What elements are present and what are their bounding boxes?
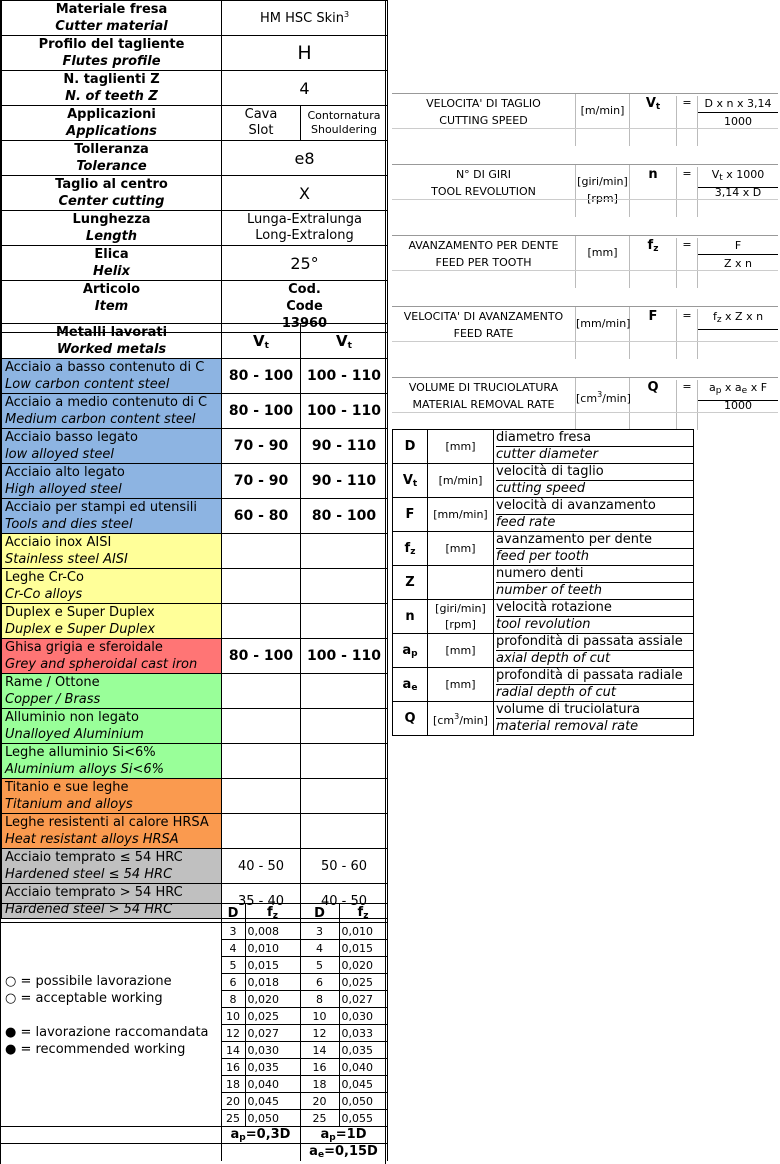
- vt-slot: [222, 604, 301, 639]
- material-row: [2, 499, 388, 534]
- glossary-unit: [giri/min] [rpm]: [428, 600, 494, 634]
- feed-row: 16 0,035 16 0,040: [1, 1059, 387, 1076]
- vt-shoulder: 80 - 100: [301, 499, 388, 534]
- row-center-cutting: Taglio al centro Center cutting X: [2, 176, 388, 211]
- row-applications: Applicazioni Applications Cava Slot Contornatura Shouldering: [2, 106, 388, 141]
- glossary-unit: [mm/min]: [428, 498, 494, 532]
- feed-row: 25 0,050 25 0,055: [1, 1110, 387, 1127]
- glossary-row: [393, 702, 694, 736]
- vt-slot: [222, 744, 301, 779]
- material-row: [2, 429, 388, 464]
- formula-symbol: $f_z$: [647, 238, 659, 254]
- glossary-description: diametro fresa cutter diameter: [494, 430, 694, 464]
- material-row: [2, 464, 388, 499]
- vt-shoulder: [301, 709, 388, 744]
- teeth-value: 4: [222, 71, 388, 106]
- label-it: Materiale fresa: [55, 2, 168, 17]
- vt-slot: 40 - 50: [222, 849, 301, 884]
- row-helix: Elica Helix 25°: [2, 246, 388, 281]
- formula-name-it: AVANZAMENTO PER DENTE: [408, 239, 559, 252]
- feed-row: 4 0,010 4 0,015: [1, 940, 387, 957]
- glossary-row: [393, 532, 694, 566]
- formula-unit: $[cm^3/\min]$: [575, 378, 630, 430]
- formula-name-en: FEED PER TOOTH: [435, 256, 532, 269]
- formula-block: N° DI GIRI TOOL REVOLUTION [giri/min] [rpm] n = $V_t$ x 1000 3,14 x D: [392, 164, 778, 235]
- material-row: [2, 744, 388, 779]
- material-row: [2, 709, 388, 744]
- feed-footer-ae: $a_e=0,15D$: [1, 1144, 387, 1161]
- glossary-row: [393, 634, 694, 668]
- formula-denominator: Z x n: [723, 257, 752, 270]
- formula-unit: [mm]: [575, 236, 630, 288]
- formula-block: VELOCITA' DI AVANZAMENTO FEED RATE [mm/min] F = $f_z$ x Z x n: [392, 306, 778, 377]
- material-row: [2, 604, 388, 639]
- material-name: Titanio e sue leghe Titanium and alloys: [2, 779, 222, 814]
- vt-slot: 80 - 100: [222, 394, 301, 429]
- row-tolerance: Tolleranza Tolerance e8: [2, 141, 388, 176]
- item-code: 13960: [222, 315, 388, 333]
- material-row: [2, 674, 388, 709]
- vt-shoulder: 90 - 110: [301, 464, 388, 499]
- cutter-material-value: HM HSC Skin: [259, 11, 344, 26]
- legend-recommended-en: ● = recommended working: [5, 1042, 186, 1057]
- formula-name-it: VOLUME DI TRUCIOLATURA: [408, 381, 559, 394]
- glossary-row: [393, 600, 694, 634]
- material-row: [2, 534, 388, 569]
- glossary-unit: [mm]: [428, 668, 494, 702]
- formula-unit: [giri/min] [rpm]: [575, 165, 630, 217]
- feed-row: 8 0,020 8 0,027: [1, 991, 387, 1008]
- material-name: Duplex e Super Duplex Duplex e Super Duplex: [2, 604, 222, 639]
- glossary-row: [393, 430, 694, 464]
- glossary-description: numero denti number of teeth: [494, 566, 694, 600]
- feed-row: 3 0,008 3 0,010: [1, 923, 387, 940]
- glossary-row: [393, 668, 694, 702]
- formula-numerator: $V_t$ x 1000: [698, 166, 778, 188]
- vt-slot: [222, 534, 301, 569]
- row-flutes-profile: Profilo del tagliente Flutes profile H: [2, 36, 388, 71]
- glossary-symbol: n: [393, 600, 428, 634]
- glossary-description: velocità rotazione tool revolution: [494, 600, 694, 634]
- vt-shoulder: [301, 779, 388, 814]
- formula-name-en: CUTTING SPEED: [439, 114, 528, 127]
- formula-denominator: 1000: [724, 115, 752, 128]
- material-row: [2, 814, 388, 849]
- formula-unit: [m/min]: [575, 94, 630, 146]
- glossary-symbol: Z: [393, 566, 428, 600]
- vt-shoulder: 100 - 110: [301, 639, 388, 674]
- formula-name-en: FEED RATE: [453, 327, 514, 340]
- glossary-symbol: D: [393, 430, 428, 464]
- formula-numerator: F: [698, 237, 778, 255]
- material-name: Rame / Ottone Copper / Brass: [2, 674, 222, 709]
- formula-name-en: MATERIAL REMOVAL RATE: [412, 398, 555, 411]
- material-name: Ghisa grigia e sferoidale Grey and spheroidal cast iron: [2, 639, 222, 674]
- formula-name-it: N° DI GIRI: [455, 168, 512, 181]
- glossary-symbol: $a_p$: [393, 634, 428, 668]
- glossary-symbol: Q: [393, 702, 428, 736]
- formula-symbol: Q: [647, 380, 659, 395]
- formula-name-it: VELOCITA' DI AVANZAMENTO: [403, 310, 564, 323]
- glossary-row: [393, 498, 694, 532]
- vt-shoulder: 50 - 60: [301, 849, 388, 884]
- formula-block: VELOCITA' DI TAGLIO CUTTING SPEED [m/min] $V_t$ = D x n x 3,14 1000: [392, 93, 778, 164]
- properties-table: [1, 0, 388, 333]
- formula-denominator: 1000: [724, 399, 752, 412]
- vt-slot: 80 - 100: [222, 639, 301, 674]
- formula-symbol: F: [648, 309, 658, 324]
- materials-table: [1, 323, 388, 919]
- glossary-unit: [mm]: [428, 430, 494, 464]
- material-name: Acciaio basso legato low alloyed steel: [2, 429, 222, 464]
- glossary-row: [393, 566, 694, 600]
- formula-name-it: VELOCITA' DI TAGLIO: [426, 97, 541, 110]
- label-en: Cutter material: [55, 19, 168, 34]
- helix-value: 25°: [222, 246, 388, 281]
- glossary-description: velocità di taglio cutting speed: [494, 464, 694, 498]
- material-name: Acciaio per stampi ed utensili Tools and dies steel: [2, 499, 222, 534]
- vt-slot: 70 - 90: [222, 464, 301, 499]
- glossary-description: avanzamento per dente feed per tooth: [494, 532, 694, 566]
- glossary-symbol: F: [393, 498, 428, 532]
- vt-slot: [222, 814, 301, 849]
- formula-unit: [mm/min]: [575, 307, 630, 359]
- feed-row: 10 0,025 10 0,030: [1, 1008, 387, 1025]
- vt-slot: [222, 779, 301, 814]
- material-row: [2, 569, 388, 604]
- material-name: Leghe alluminio Si<6% Aluminium alloys Si<6%: [2, 744, 222, 779]
- formula-symbol: n: [648, 167, 658, 182]
- material-name: Acciaio temprato ≤ 54 HRC Hardened steel ≤ 54 HRC: [2, 849, 222, 884]
- material-name: Acciaio temprato > 54 HRC Hardened steel > 54 HRC: [2, 884, 222, 919]
- glossary-unit: [mm]: [428, 532, 494, 566]
- vt-slot: [222, 709, 301, 744]
- tolerance-value: e8: [222, 141, 388, 176]
- material-name: Acciaio alto legato High alloyed steel: [2, 464, 222, 499]
- row-item: Articolo Item Cod. Code: [2, 281, 388, 316]
- vt-shoulder: 90 - 110: [301, 429, 388, 464]
- legend-possible-en: ○ = acceptable working: [5, 991, 163, 1006]
- feed-row: 18 0,040 18 0,045: [1, 1076, 387, 1093]
- vt-slot: 35 - 40: [222, 884, 301, 919]
- legend: [5, 973, 209, 1058]
- vt-shoulder: [301, 814, 388, 849]
- metals-header: Metalli lavorati Worked metals $V_t$ $V_t$: [2, 324, 388, 359]
- glossary-unit: [mm]: [428, 634, 494, 668]
- row-cutter-material: Materiale fresa Cutter material HM HSC Skin$^3$: [2, 1, 388, 36]
- glossary-description: volume di truciolatura material removal rate: [494, 702, 694, 736]
- glossary-table: [392, 429, 694, 736]
- row-length: Lunghezza Length Lunga-Extralunga Long-Extralong: [2, 211, 388, 246]
- material-name: Acciaio a medio contenuto di C Medium carbon content steel: [2, 394, 222, 429]
- feed-row: 5 0,015 5 0,020: [1, 957, 387, 974]
- vt-shoulder: 100 - 110: [301, 359, 388, 394]
- glossary-unit: $[cm^3/\min]$: [428, 702, 494, 736]
- material-row: [2, 849, 388, 884]
- glossary-symbol: $a_e$: [393, 668, 428, 702]
- glossary-symbol: $V_t$: [393, 464, 428, 498]
- vt-shoulder: [301, 569, 388, 604]
- glossary-description: profondità di passata assiale axial depth of cut: [494, 634, 694, 668]
- material-name: Leghe Cr-Co Cr-Co alloys: [2, 569, 222, 604]
- vt-slot: 80 - 100: [222, 359, 301, 394]
- main-table: [0, 0, 386, 1164]
- formula-denominator: 3,14 x D: [714, 186, 762, 199]
- glossary-description: velocità di avanzamento feed rate: [494, 498, 694, 532]
- material-name: Leghe resistenti al calore HRSA Heat resistant alloys HRSA: [2, 814, 222, 849]
- vt-slot: 60 - 80: [222, 499, 301, 534]
- vt-slot: [222, 674, 301, 709]
- glossary-unit: [428, 566, 494, 600]
- material-name: Alluminio non legato Unalloyed Aluminium: [2, 709, 222, 744]
- legend-recommended-it: ● = lavorazione raccomandata: [5, 1025, 209, 1040]
- material-row: [2, 394, 388, 429]
- vt-shoulder: [301, 604, 388, 639]
- legend-possible-it: ○ = possibile lavorazione: [5, 974, 172, 989]
- material-row: [2, 359, 388, 394]
- formula-numerator: D x n x 3,14: [698, 95, 778, 113]
- feed-row: 14 0,030 14 0,035: [1, 1042, 387, 1059]
- feed-footer-ap: $a_p=0,3D$ $a_p=1D$: [1, 1127, 387, 1144]
- feed-row: 12 0,027 12 0,033: [1, 1025, 387, 1042]
- flutes-profile-value: H: [222, 36, 388, 71]
- row-teeth: N. taglienti Z N. of teeth Z 4: [2, 71, 388, 106]
- formula-name-en: TOOL REVOLUTION: [431, 185, 536, 198]
- formula-numerator: $f_z$ x Z x n: [698, 308, 778, 330]
- vt-slot: [222, 569, 301, 604]
- glossary-description: profondità di passata radiale radial depth of cut: [494, 668, 694, 702]
- formula-numerator: $a_p$ x $a_e$ x F: [698, 379, 778, 401]
- feed-row: 20 0,045 20 0,050: [1, 1093, 387, 1110]
- material-row: [2, 779, 388, 814]
- vt-slot: 70 - 90: [222, 429, 301, 464]
- material-name: Acciaio inox AISI Stainless steel AISI: [2, 534, 222, 569]
- vt-shoulder: [301, 534, 388, 569]
- center-cutting-value: X: [222, 176, 388, 211]
- glossary-row: [393, 464, 694, 498]
- glossary-symbol: $f_z$: [393, 532, 428, 566]
- formula-panel: [392, 93, 778, 448]
- vt-shoulder: [301, 744, 388, 779]
- formula-block: AVANZAMENTO PER DENTE FEED PER TOOTH [mm] $f_z$ = F Z x n: [392, 235, 778, 306]
- material-name: Acciaio a basso contenuto di C Low carbon content steel: [2, 359, 222, 394]
- vt-shoulder: 40 - 50: [301, 884, 388, 919]
- material-row: [2, 639, 388, 674]
- vt-shoulder: 100 - 110: [301, 394, 388, 429]
- vt-shoulder: [301, 674, 388, 709]
- formula-block: VOLUME DI TRUCIOLATURA MATERIAL REMOVAL RATE $[cm^3/\min]$ Q = $a_p$ x $a_e$ x F 1000: [392, 377, 778, 448]
- feed-row: 6 0,018 6 0,025: [1, 974, 387, 991]
- glossary-unit: [m/min]: [428, 464, 494, 498]
- formula-symbol: $V_t$: [645, 96, 661, 112]
- feed-header: D $f_z$ D $f_z$: [1, 904, 387, 923]
